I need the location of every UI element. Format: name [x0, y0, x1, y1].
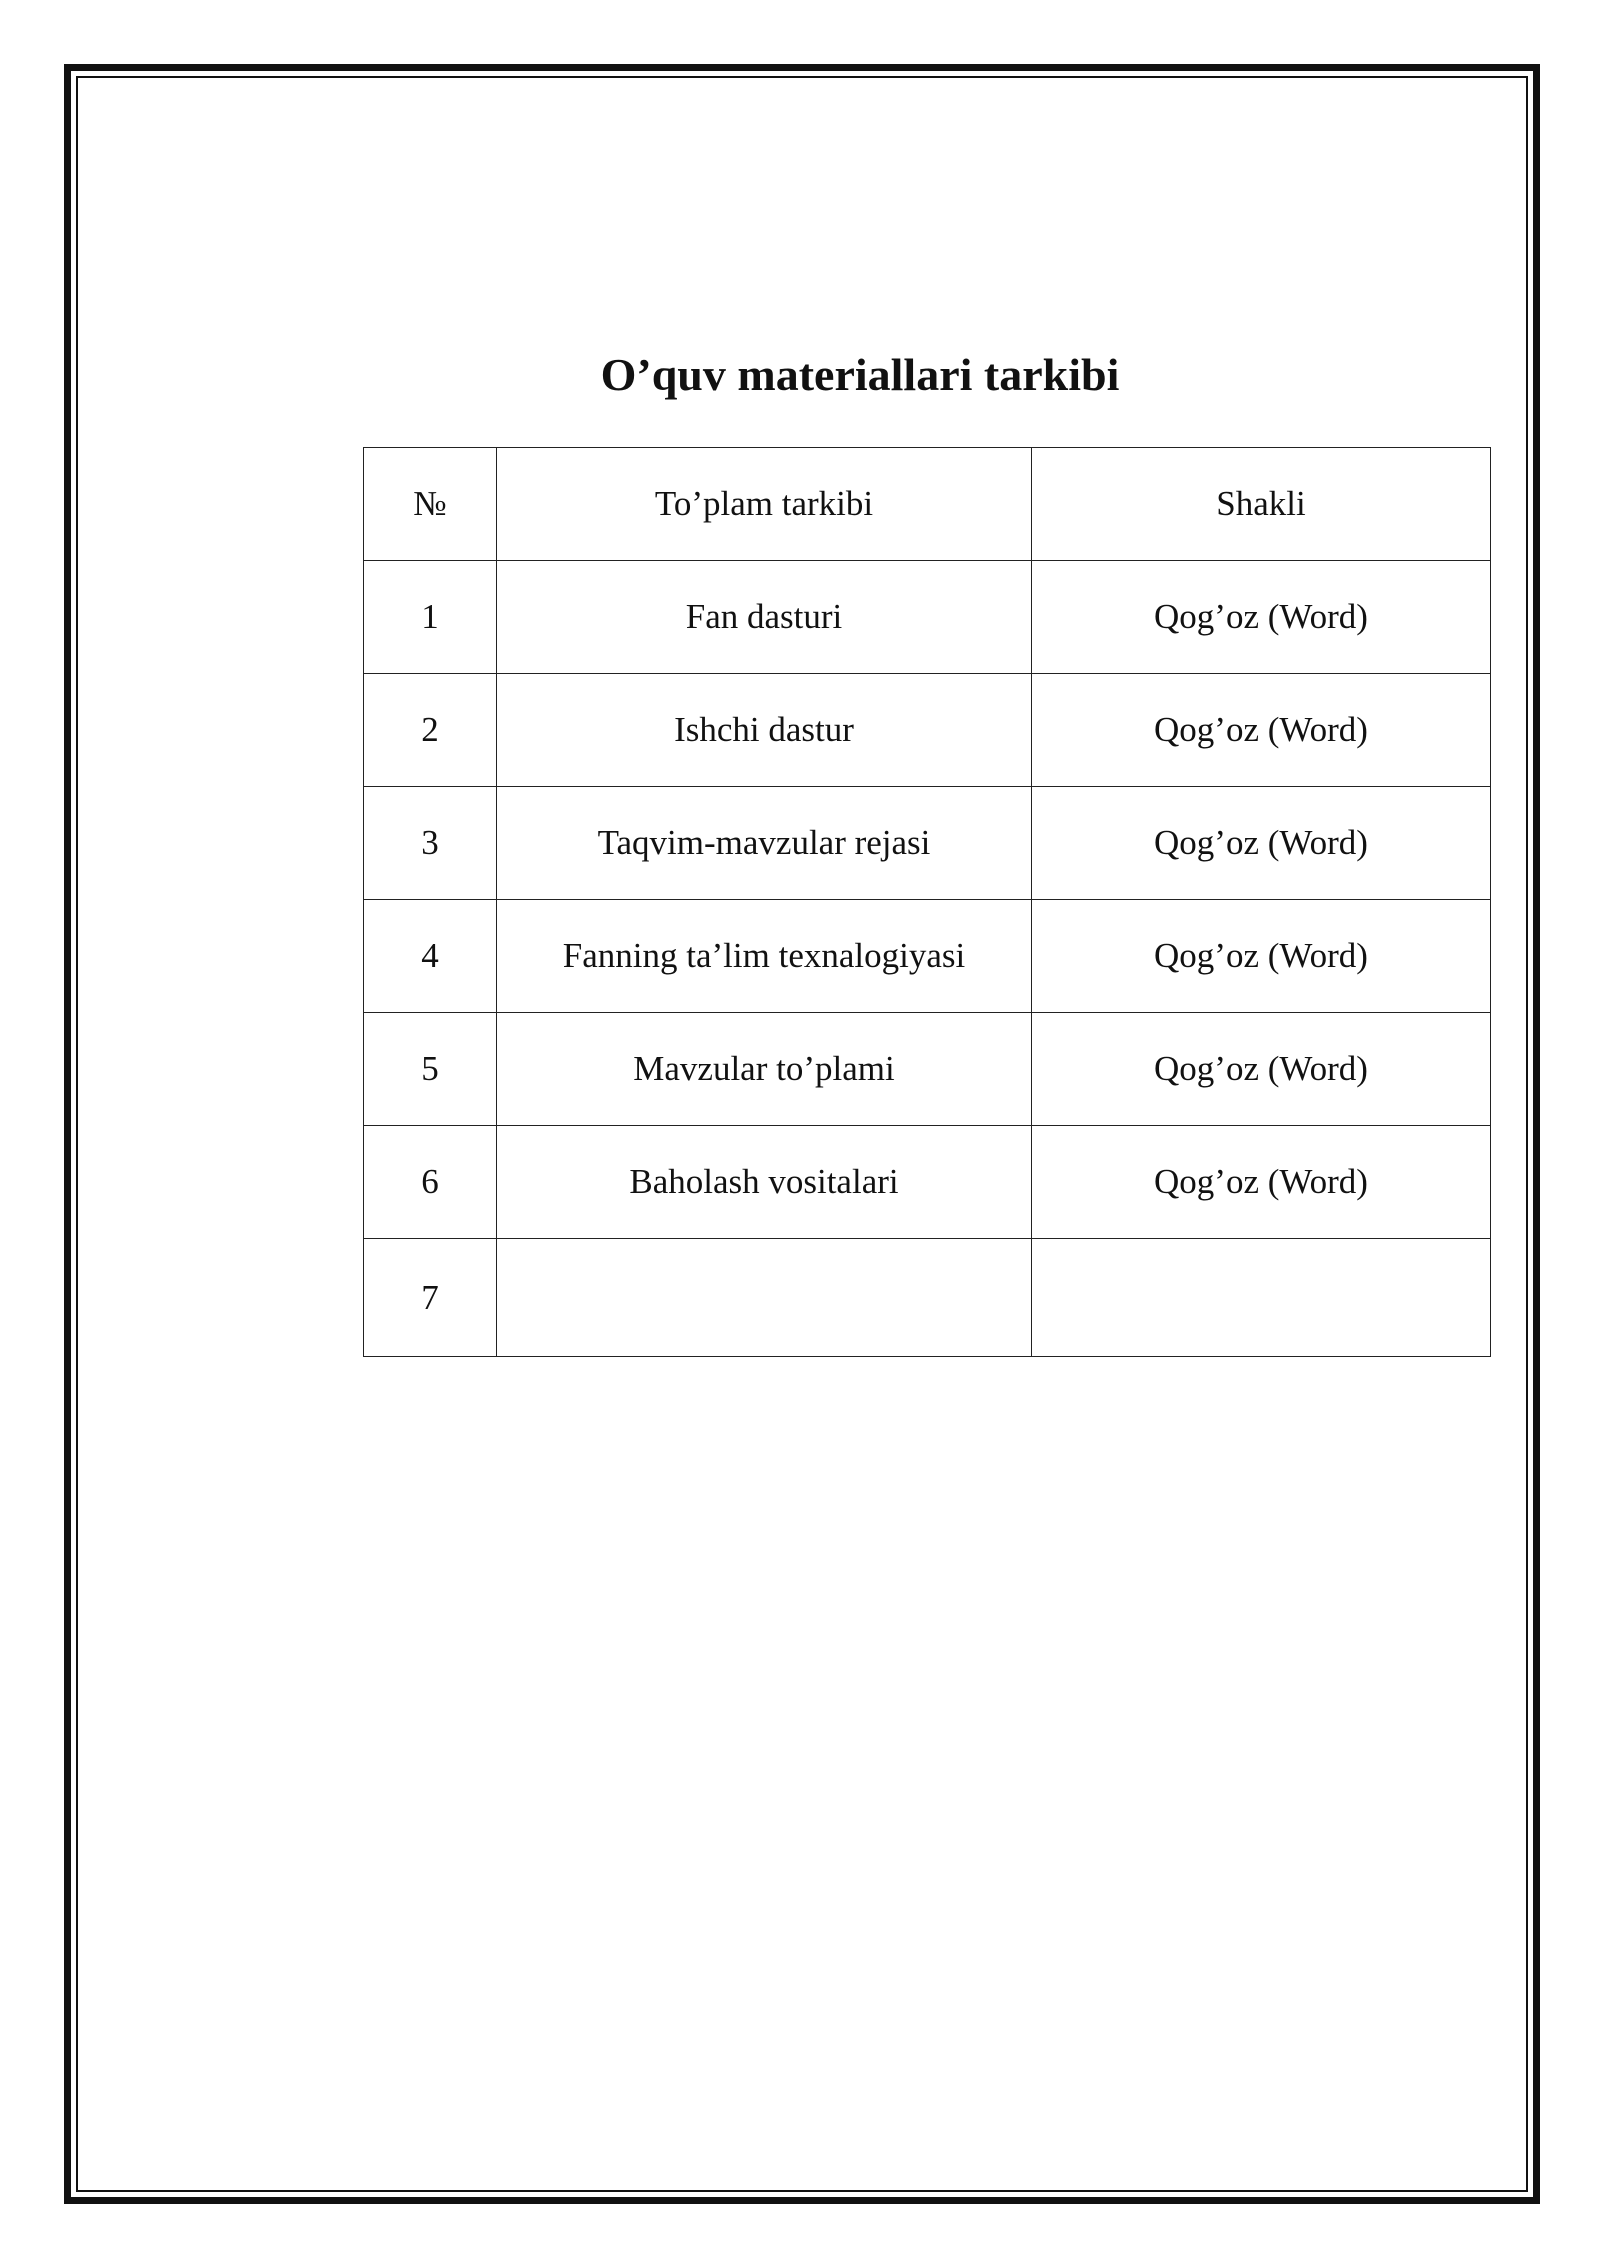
row-name: Fan dasturi	[497, 561, 1032, 674]
materials-table	[363, 447, 1491, 1357]
header-form: Shakli	[1032, 448, 1491, 561]
row-name: Taqvim-mavzular rejasi	[497, 787, 1032, 900]
row-number: 1	[364, 561, 497, 674]
row-name: Baholash vositalari	[497, 1126, 1032, 1239]
table-row	[364, 787, 1491, 900]
row-form	[1032, 1239, 1491, 1357]
table-row	[364, 561, 1491, 674]
table-row	[364, 1013, 1491, 1126]
row-name: Ishchi dastur	[497, 674, 1032, 787]
row-form: Qog’oz (Word)	[1032, 674, 1491, 787]
row-form: Qog’oz (Word)	[1032, 561, 1491, 674]
row-number: 4	[364, 900, 497, 1013]
table-row	[364, 900, 1491, 1013]
row-number: 2	[364, 674, 497, 787]
table-row	[364, 674, 1491, 787]
header-collection-contents: To’plam tarkibi	[497, 448, 1032, 561]
row-name: Fanning ta’lim texnalogiyasi	[497, 900, 1032, 1013]
row-form: Qog’oz (Word)	[1032, 1126, 1491, 1239]
row-number: 3	[364, 787, 497, 900]
row-form: Qog’oz (Word)	[1032, 1013, 1491, 1126]
row-number: 5	[364, 1013, 497, 1126]
row-form: Qog’oz (Word)	[1032, 787, 1491, 900]
table-header-row	[364, 448, 1491, 561]
row-number: 7	[364, 1239, 497, 1357]
table-row	[364, 1239, 1491, 1357]
row-form: Qog’oz (Word)	[1032, 900, 1491, 1013]
page-title: O’quv materiallari tarkibi	[600, 349, 1120, 400]
header-number: №	[364, 448, 497, 561]
row-name: Mavzular to’plami	[497, 1013, 1032, 1126]
row-name	[497, 1239, 1032, 1357]
table-row	[364, 1126, 1491, 1239]
row-number: 6	[364, 1126, 497, 1239]
